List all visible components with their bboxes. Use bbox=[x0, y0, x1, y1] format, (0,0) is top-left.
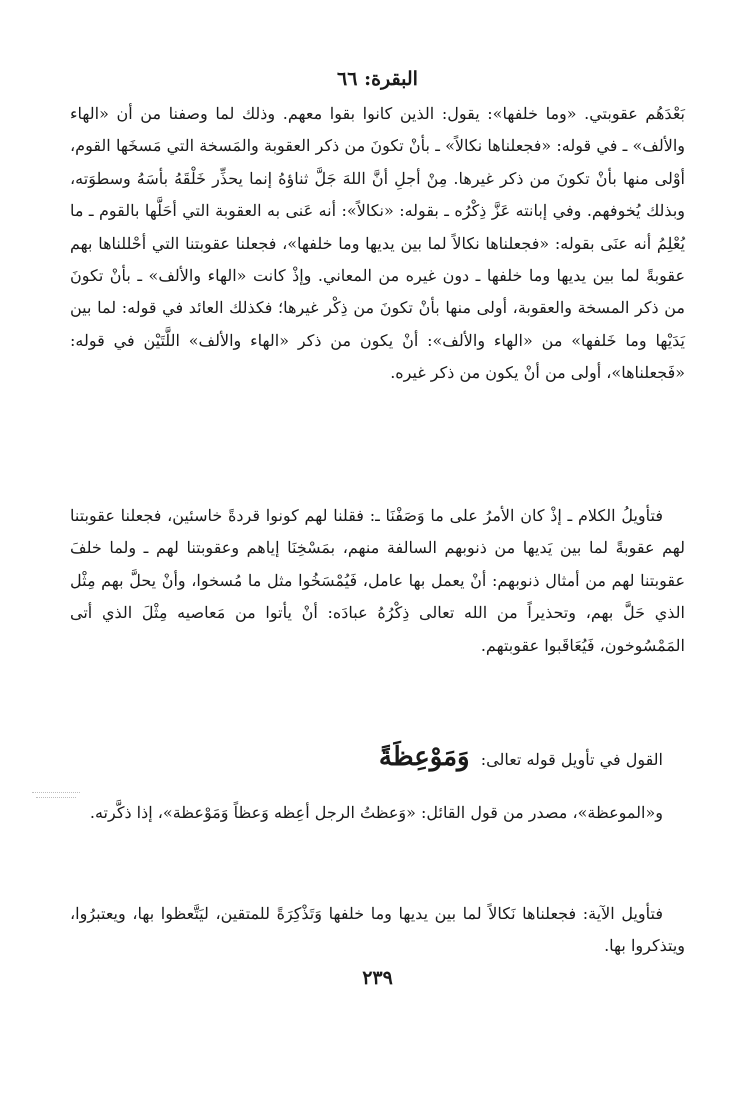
surah-header: البقرة: ٦٦ bbox=[337, 68, 418, 90]
commentary-text: بَعْدَهُم عقوبتي. «وما خلفها»: يقول: الذين كانوا بقوا معهم. وذلك لما وصفنا من أن «الهاء والألف» ـ في قوله: «فجعلناها نكالاً» ـ بأنْ تكونَ من ذكر العقوبة والمَسخة التي مَسخَها القوم، أوْلى منها بأنْ تكونَ من ذكر غيرها. مِنْ أجلِ أنَّ اللهَ جَلَّ ثناؤهُ إنما يحذِّر خَلْقَهُ بأسَهُ وسطوَته، وبذلك يُخوفهم. وفي إبانته عَزَّ ذِكْرُه ـ بقوله: «نكالاً»: أنه عَنى به العقوبة التي أحَلَّها بالقوم ـ ما يُعْلِمُ أنه عنَى بقوله: «فجعلناها نكالاً لما بين يديها وما خلفها»، فجعلنا عقوبتنا التي أحْللناها بهم عقوبةً لما بين يديها وما خلفها ـ دون غيره من المعاني. وإذْ كانت «الهاء والألف» ـ بأنْ تكونَ من ذكر المسخة والعقوبة، أولى منها بأنْ تكونَ من ذِكْر غيرها؛ فكذلك العائد في قوله: لما بين يَدَيْها وما خَلفها» من «الهاء والألف»: أنْ يكون من ذكر «الهاء والألف» اللَّتَيْن في قوله: «فَجعلناها»، أولى من أنْ يكون من ذكر غيره. bbox=[70, 104, 685, 383]
final-interpretation-text: فتأويل الآية: فجعلناها نَكالاً لما بين يديها وما خلفها وَتَذْكِرَةً للمتقين، ليَتَّعظوا بها، ويعتبرُوا، ويتذكروا بها. bbox=[70, 904, 685, 956]
interpretation-text: فتأويلُ الكلام ـ إذْ كان الأمرُ على ما وَصَفْنَا ـ: فقلنا لهم كونوا قردةً خاسئين، فجعلنا عقوبتنا لهم عقوبةً لما بين يَديها من ذنوبهم السالفة منهم، بمَسْخِنَا إياهم وعقوبتنا لهم ـ ولما خلفَ عقوبتنا لهم من أمثال ذنوبهم: أنْ يعمل بها عامل، فَيُمْسَخُوا مثل ما مُسخوا، وأنْ يحلَّ بهم مِثْل الذي حَلَّ بهم، وتحذيراً من الله تعالى ذِكْرُهُ عبادَه: أنْ يأتوا من مَعاصيه مِثْلَ الذي أتى المَمْسُوخون، فَيُعَاقَبوا عقوبتهم. bbox=[70, 506, 686, 655]
section-heading-intro: القول في تأويل قوله تعالى: bbox=[480, 750, 663, 769]
final-interpretation-paragraph bbox=[70, 898, 685, 963]
interpretation-paragraph bbox=[70, 500, 685, 662]
section-heading bbox=[70, 742, 685, 772]
margin-dotted-mark bbox=[32, 792, 80, 793]
mawizah-definition-text: و«الموعظة»، مصدر من قول القائل: «وَعظتُ الرجل أعِظه وَعظاً وَمَوْعظة»، إذا ذكَّرته. bbox=[89, 803, 663, 822]
main-commentary-paragraph bbox=[70, 98, 685, 390]
mawizah-definition-paragraph bbox=[70, 797, 685, 829]
section-heading-keyword: وَمَوْعِظَةً bbox=[378, 742, 470, 772]
page-number: ٢٣٩ bbox=[362, 967, 393, 989]
